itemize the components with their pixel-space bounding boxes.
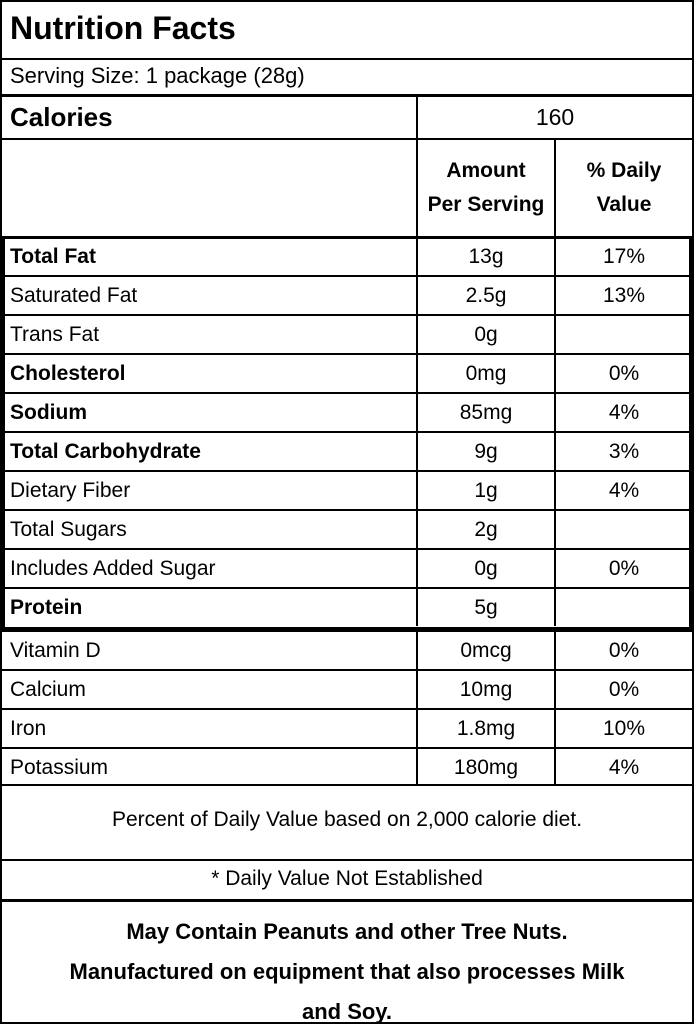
calories-row bbox=[2, 97, 692, 138]
nutrient-name: Includes Added Sugar bbox=[10, 556, 216, 580]
nutrient-row bbox=[2, 589, 692, 626]
nutrient-name: Sodium bbox=[10, 400, 87, 424]
amount-header-line1: Amount bbox=[446, 159, 526, 182]
nutrient-name: Vitamin D bbox=[10, 638, 101, 662]
nutrient-name: Dietary Fiber bbox=[10, 478, 131, 502]
divider bbox=[2, 899, 692, 902]
nutrient-amount: 0g bbox=[416, 316, 554, 353]
serving-size-row bbox=[2, 60, 692, 94]
serving-size: Serving Size: 1 package (28g) bbox=[10, 63, 305, 88]
nutrient-row bbox=[2, 511, 692, 548]
nutrient-daily-value: 4% bbox=[554, 472, 692, 509]
title-row bbox=[2, 2, 692, 58]
nutrient-amount: 10mg bbox=[416, 671, 554, 708]
nutrient-daily-value: 4% bbox=[554, 394, 692, 431]
nutrient-amount: 180mg bbox=[416, 749, 554, 786]
allergen-line-3: and Soy. bbox=[301, 999, 393, 1024]
nutrient-amount: 1g bbox=[416, 472, 554, 509]
nutrient-name: Protein bbox=[10, 595, 83, 619]
calories-value: 160 bbox=[416, 97, 692, 138]
nutrient-daily-value: 17% bbox=[554, 238, 692, 275]
nutrient-row bbox=[2, 316, 692, 353]
amount-header-line2: Per Serving bbox=[427, 193, 545, 216]
allergen-line-2: Manufactured on equipment that also processes Milk bbox=[69, 959, 625, 984]
nutrient-daily-value: 0% bbox=[554, 550, 692, 587]
nutrient-name: Iron bbox=[10, 716, 47, 740]
dv-header-line1: % Daily bbox=[586, 159, 662, 182]
footnote-daily-value: Percent of Daily Value based on 2,000 calorie diet. bbox=[111, 808, 583, 831]
nutrient-daily-value: 10% bbox=[554, 710, 692, 747]
nutrient-amount: 2g bbox=[416, 511, 554, 548]
vitamin-row bbox=[2, 671, 692, 708]
dv-header bbox=[554, 140, 692, 236]
page-title: Nutrition Facts bbox=[10, 10, 236, 46]
nutrient-amount: 0mg bbox=[416, 355, 554, 392]
nutrient-daily-value: 4% bbox=[554, 749, 692, 786]
vitamin-row bbox=[2, 710, 692, 747]
nutrient-daily-value: 13% bbox=[554, 277, 692, 314]
nutrient-amount: 85mg bbox=[416, 394, 554, 431]
divider bbox=[2, 784, 692, 786]
nutrient-row bbox=[2, 355, 692, 392]
nutrient-row bbox=[2, 472, 692, 509]
footnote-not-established: * Daily Value Not Established bbox=[211, 867, 483, 890]
nutrient-daily-value: 3% bbox=[554, 433, 692, 470]
nutrient-name: Cholesterol bbox=[10, 361, 126, 385]
vitamin-row bbox=[2, 632, 692, 669]
column-header-row bbox=[2, 140, 692, 236]
nutrient-name: Potassium bbox=[10, 755, 109, 779]
nutrient-amount: 9g bbox=[416, 433, 554, 470]
nutrient-daily-value bbox=[554, 511, 692, 548]
nutrient-row bbox=[2, 238, 692, 275]
nutrient-daily-value: 0% bbox=[554, 671, 692, 708]
nutrient-name: Total Carbohydrate bbox=[10, 439, 201, 463]
amount-header bbox=[416, 140, 554, 236]
vitamin-row bbox=[2, 749, 692, 786]
nutrient-amount: 13g bbox=[416, 238, 554, 275]
nutrient-daily-value bbox=[554, 316, 692, 353]
nutrient-row bbox=[2, 550, 692, 587]
nutrient-name: Saturated Fat bbox=[10, 283, 138, 307]
nutrient-amount: 2.5g bbox=[416, 277, 554, 314]
nutrient-row bbox=[2, 433, 692, 470]
header-blank bbox=[2, 140, 416, 236]
nutrient-daily-value: 0% bbox=[554, 355, 692, 392]
nutrient-amount: 0g bbox=[416, 550, 554, 587]
nutrient-amount: 0mcg bbox=[416, 632, 554, 669]
dv-header-line2: Value bbox=[596, 193, 652, 216]
nutrient-row bbox=[2, 394, 692, 431]
nutrient-name: Total Fat bbox=[10, 244, 96, 268]
nutrient-daily-value bbox=[554, 589, 692, 626]
nutrient-row bbox=[2, 277, 692, 314]
nutrient-name: Calcium bbox=[10, 677, 86, 701]
nutrient-name: Trans Fat bbox=[10, 322, 100, 346]
divider bbox=[2, 859, 692, 861]
nutrient-amount: 1.8mg bbox=[416, 710, 554, 747]
allergen-line-1: May Contain Peanuts and other Tree Nuts. bbox=[126, 919, 568, 944]
nutrient-amount: 5g bbox=[416, 589, 554, 626]
calories-label: Calories bbox=[10, 102, 113, 132]
allergen-statement bbox=[2, 912, 692, 1032]
nutrient-daily-value: 0% bbox=[554, 632, 692, 669]
nutrient-name: Total Sugars bbox=[10, 517, 127, 541]
